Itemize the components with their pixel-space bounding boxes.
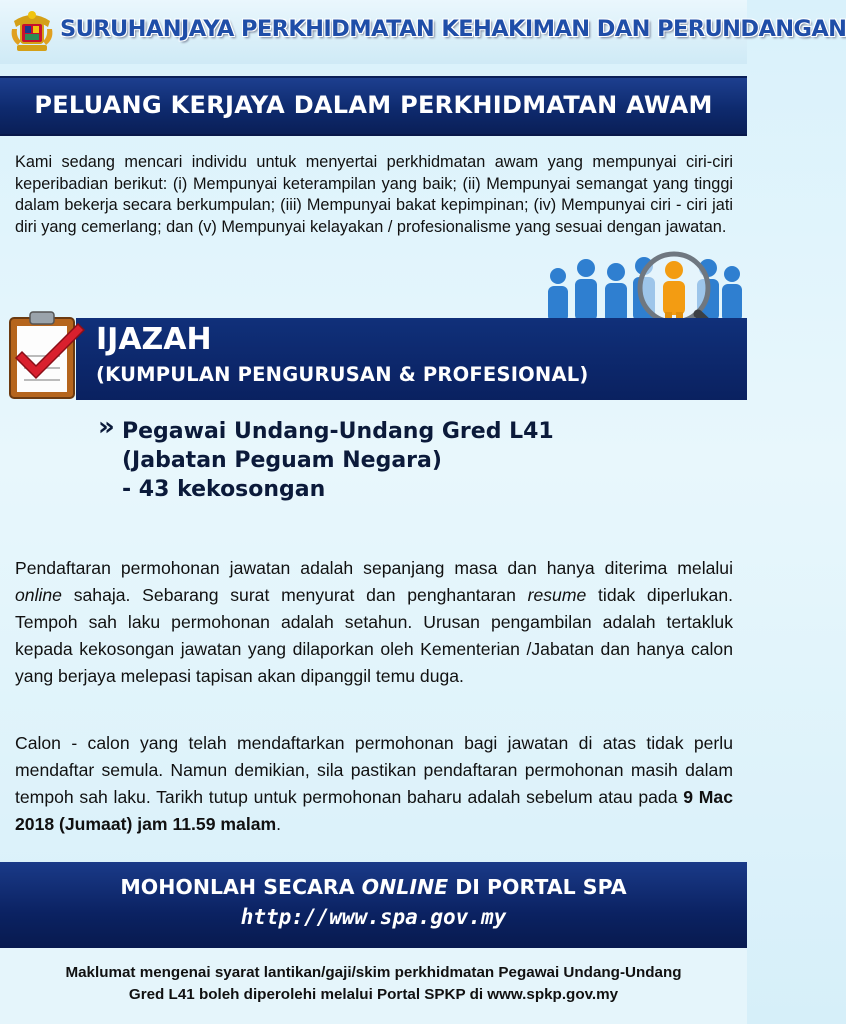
title-banner: [0, 76, 747, 136]
section-subtitle: (KUMPULAN PENGURUSAN & PROFESIONAL): [96, 363, 589, 386]
job-department: (Jabatan Peguam Negara): [122, 448, 442, 473]
footer-note: Maklumat mengenai syarat lantikan/gaji/skim perkhidmatan Pegawai Undang-Undang Gred L41 boleh diperolehi melalui Portal SPKP di www.spkp.gov.my: [65, 964, 682, 1003]
banner-title: PELUANG KERJAYA DALAM PERKHIDMATAN AWAM: [34, 91, 713, 119]
resume-word: resume: [527, 585, 587, 605]
closing-paragraph: Calon - calon yang telah mendaftarkan permohonan bagi jawatan di atas tidak perlu mendaftar semula. Namun demikian, sila pastikan pendaftaran permohonan masih dalam tempoh sah laku. Tarikh tutup untuk permohonan baharu adalah sebelum atau pada 9 Mac 2018 (Jumaat) jam 11.59 malam.: [15, 733, 733, 834]
checklist-icon: [4, 306, 90, 402]
malaysia-crest-icon: [8, 7, 56, 55]
online-word: online: [15, 585, 62, 605]
header-bar: [0, 0, 846, 64]
job-vacancies: - 43 kekosongan: [122, 477, 326, 502]
organization-name: SURUHANJAYA PERKHIDMATAN KEHAKIMAN DAN PERUNDANGAN: [60, 16, 846, 42]
portal-url[interactable]: http://www.spa.gov.my: [240, 905, 507, 929]
cta-banner: [0, 862, 747, 948]
section-title: IJAZAH: [96, 322, 212, 357]
intro-paragraph: Kami sedang mencari individu untuk menyertai perkhidmatan awam yang mempunyai ciri-ciri keperibadian berikut: (i) Mempunyai keterampilan yang baik; (ii) Mempunyai semangat yang tinggi dalam bekerja secara berkumpulan; (iii) Mempunyai bakat kepimpinan; (iv) Mempunyai ciri - ciri jati diri yang cemerlang; dan (v) Mempunyai kelayakan / profesionalisme yang sesuai dengan jawatan.: [15, 153, 733, 236]
deadline: 9 Mac 2018 (Jumaat) jam 11.59 malam: [15, 787, 733, 834]
footer: [0, 948, 747, 1024]
bullet-chevron: »: [98, 412, 115, 442]
registration-paragraph: Pendaftaran permohonan jawatan adalah sepanjang masa dan hanya diterima melalui online sahaja. Sebarang surat menyurat dan penghantaran resume tidak diperlukan. Tempoh sah laku permohonan adalah setahun. Urusan pengambilan adalah tertakluk kepada kekosongan jawatan yang dilaporkan oleh Kementerian /Jabatan dan hanya calon yang berjaya melepasi tapisan akan dipanggil temu duga.: [15, 558, 733, 686]
job-title: Pegawai Undang-Undang Gred L41: [122, 419, 554, 444]
cta-heading: MOHONLAH SECARA ONLINE DI PORTAL SPA: [120, 875, 627, 899]
